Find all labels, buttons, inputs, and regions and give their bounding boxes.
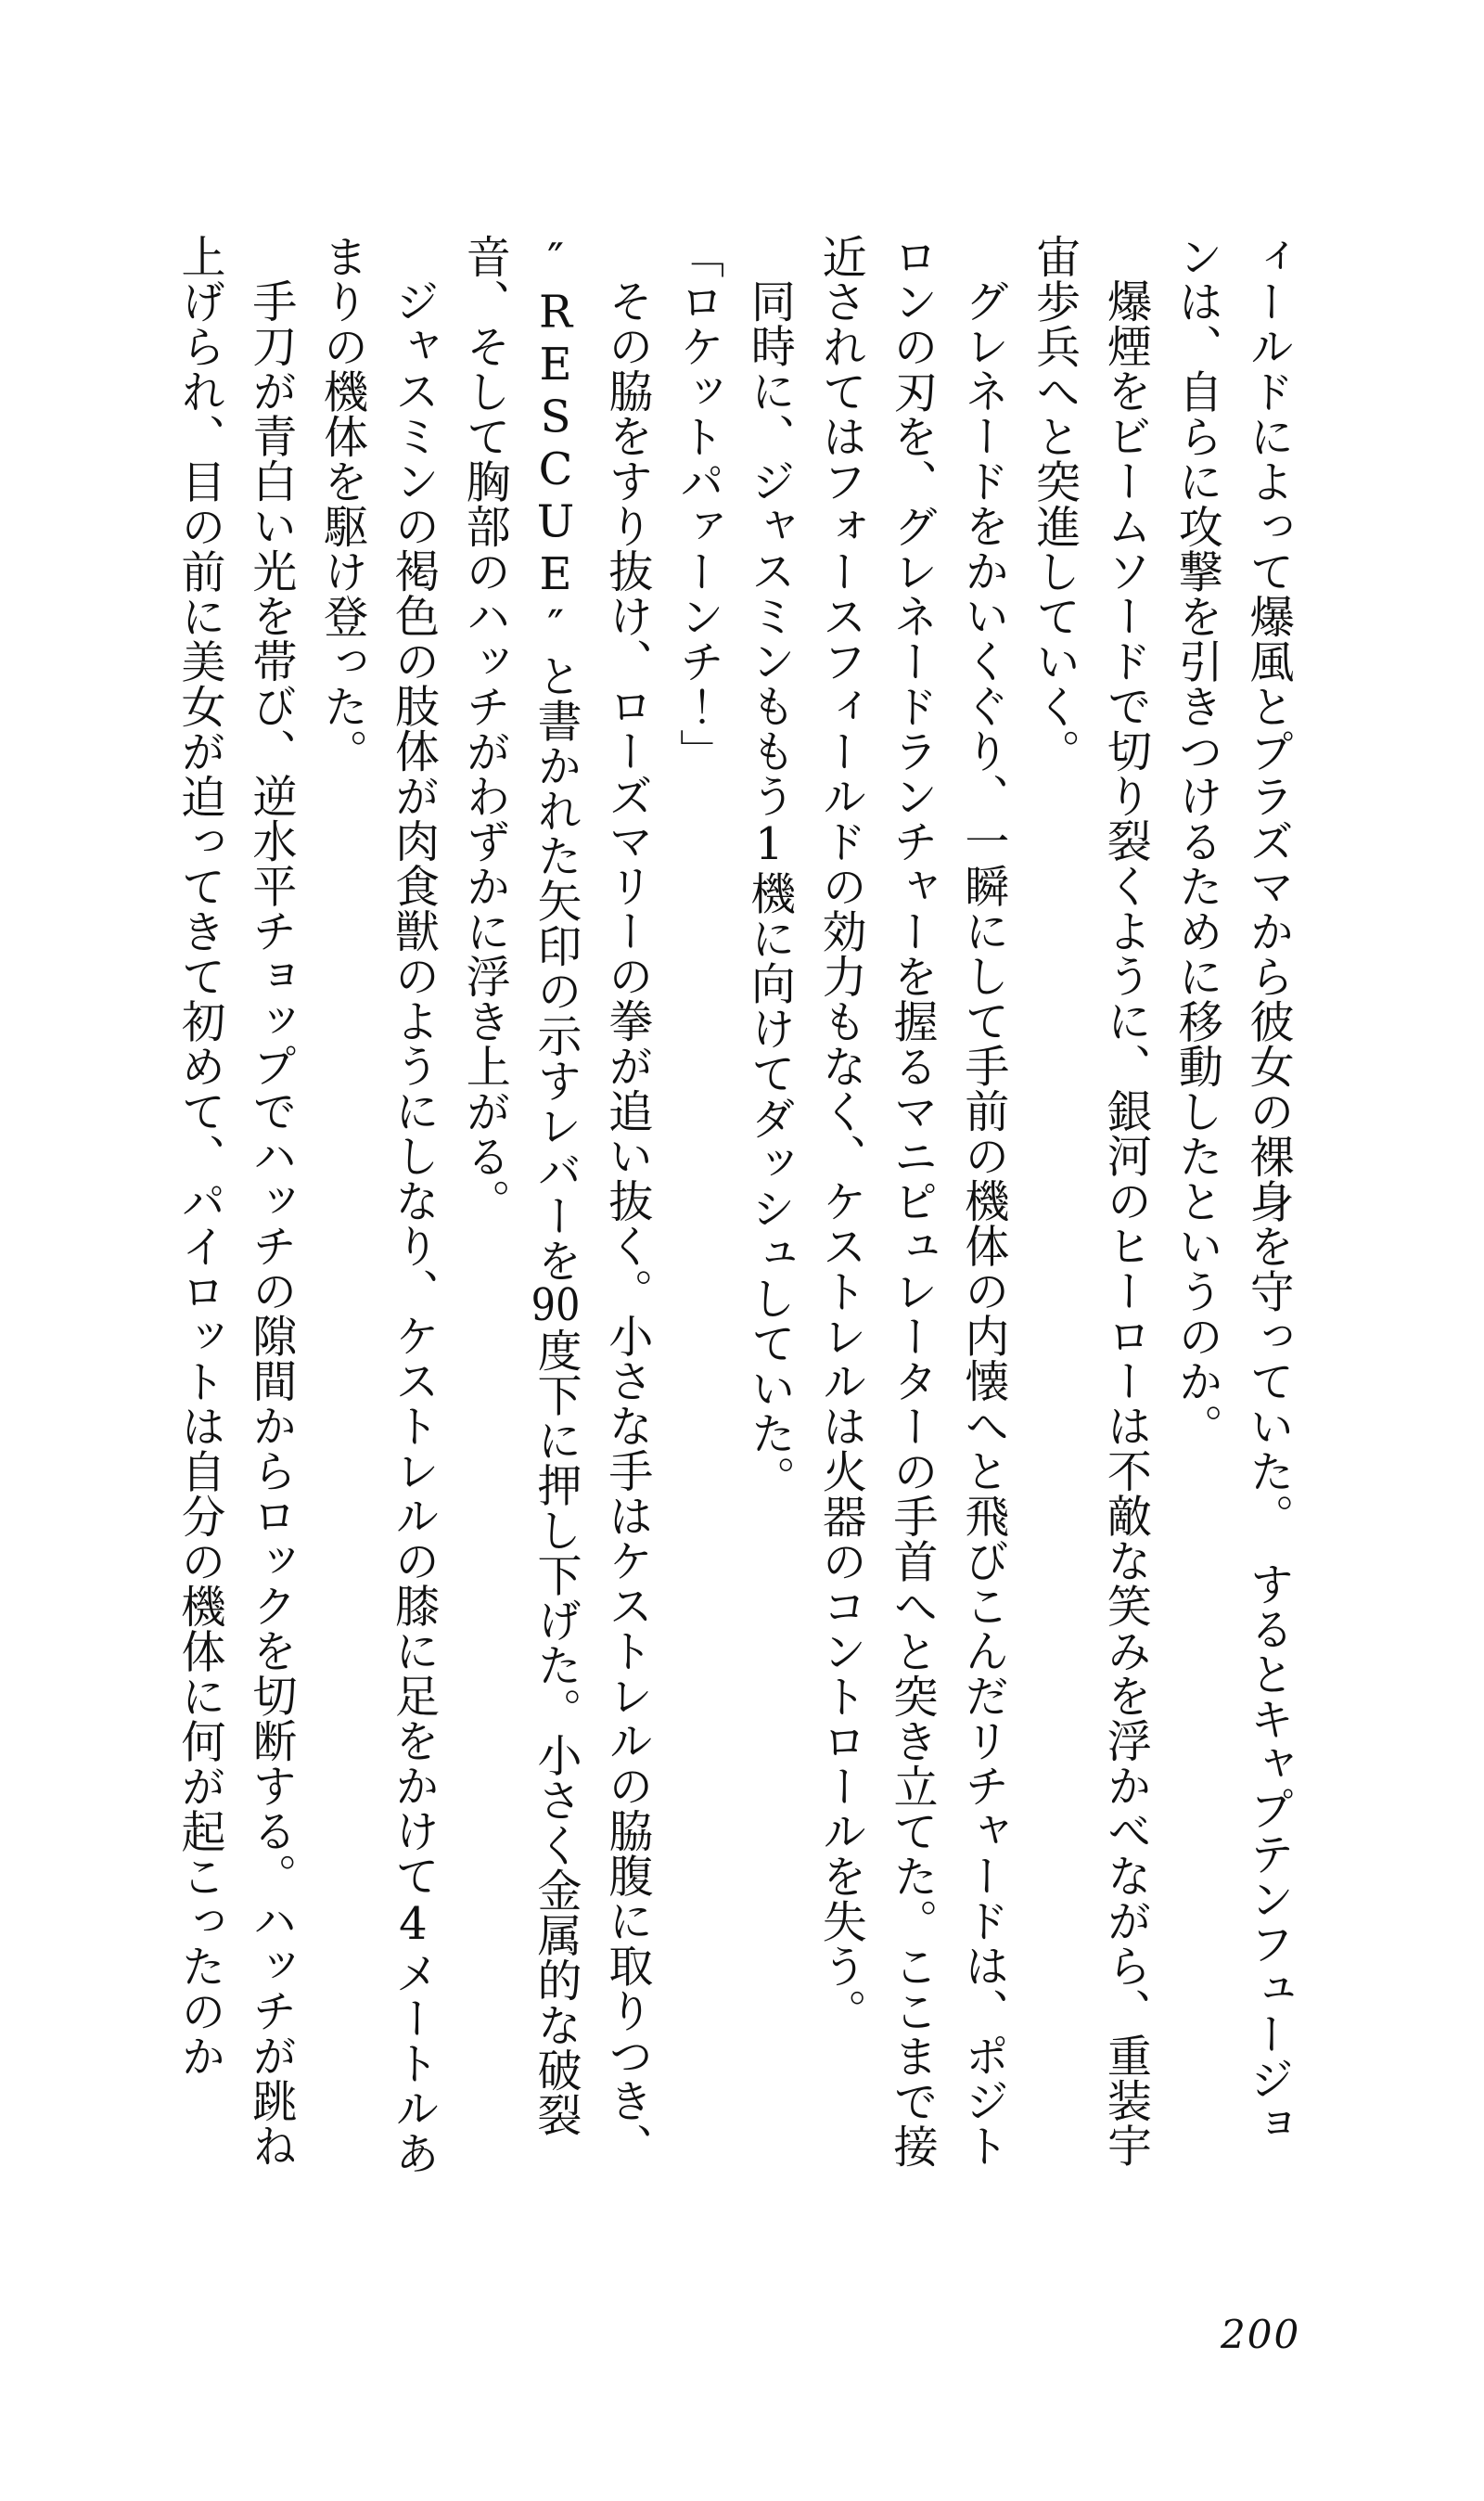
body-text: [163, 234, 1303, 2182]
paragraph: その脇をすり抜け、ローズマリーの拳が追い抜く。小さな手はケストレルの脇腹に取りつき、″RESCUE″と書かれた矢印の示すレバーを90度下に押し下げた。小さく金属的な破裂音、そして胸部のハッチがわずかに浮き上がる。: [458, 234, 653, 2168]
paragraph: 爆煙をビームソードで切り裂くように、銀河のヒーローは不敵な笑みを浮かべながら、重装宇宙歩兵へと突進していく。: [1028, 234, 1152, 2168]
page-number: 200: [1221, 2312, 1301, 2357]
paragraph: ジャスミンの褐色の肢体が肉食獣のようにしなり、ケストレルの膝に足をかけて4メートルあまりの機体を駆け登った。: [315, 234, 440, 2175]
paragraph: ィールドによって爆風とプラズマから彼女の裸身を守っていた。 するとキャプテンフュージョンは、自らに攻撃を引きつけるために移動したというのか。: [1171, 234, 1294, 2147]
paragraph: 手刀が青白い光を帯び、逆水平チョップでハッチの隙間からロックを切断する。ハッチが跳ね上げられ、目の前に美女が迫ってきて初めて、パイロットは自分の機体に何が起こったのか: [173, 234, 297, 2168]
paragraph: 同時に、ジャスミンももう1機に向けてダッシュしていた。: [743, 278, 796, 1501]
paragraph-dialogue: 「ロケットパァーンチ！」: [672, 234, 724, 774]
paragraph: グレネードをかいくぐり、一瞬にして手前の機体の内懐へと飛びこんだリチャードは、ポジトロンの刃を、グレネードランチャーを握るマニピュレーターの手首へと突き立てた。ここまで接近されてはフォースフィールドの効力もなく、ケストレルは火器のコントロールを失う。: [814, 234, 1009, 2169]
